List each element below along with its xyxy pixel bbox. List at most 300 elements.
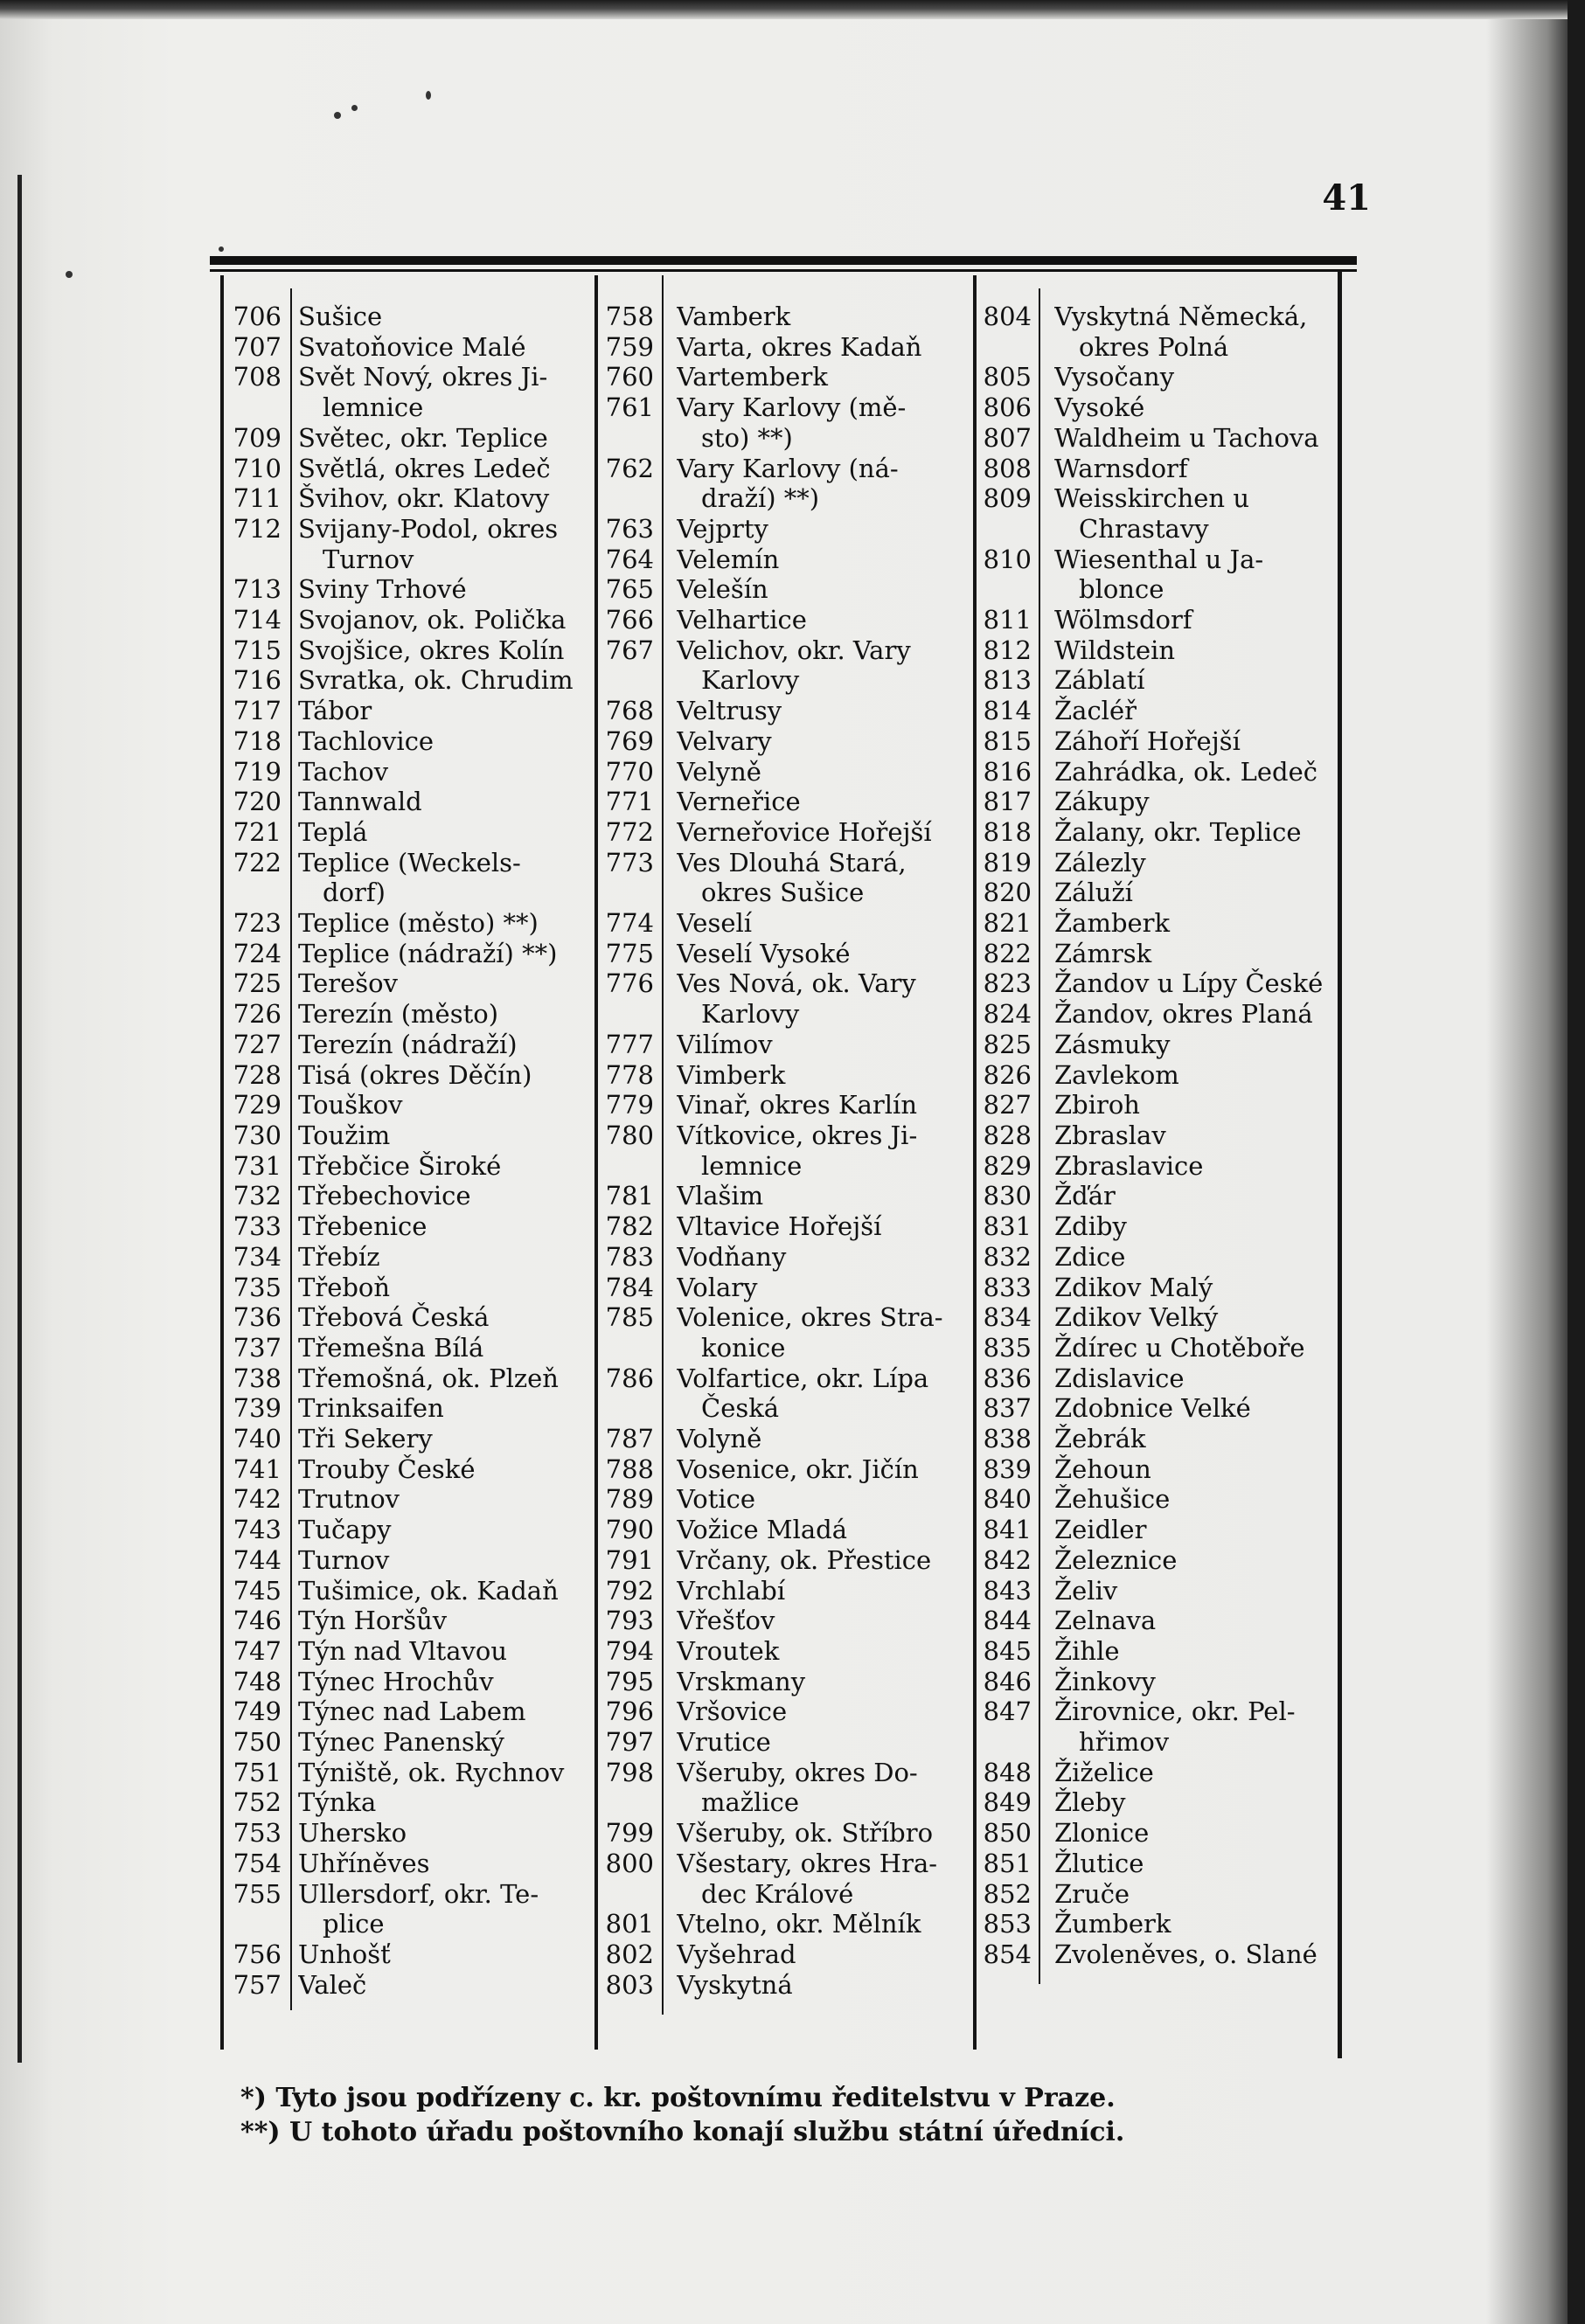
entry-name: Wiesenthal u Ja- [1054, 544, 1264, 574]
entry-name: Žalany, okr. Teplice [1054, 816, 1302, 847]
entry-name: Ždírec u Chotěboře [1054, 1332, 1305, 1363]
entry-number: 749 [233, 1696, 282, 1727]
entry-number: 834 [983, 1302, 1032, 1333]
entry-name: Zákupy [1054, 787, 1150, 817]
index-entry [962, 362, 1446, 392]
index-entry [584, 939, 994, 969]
entry-number: 764 [605, 544, 654, 574]
index-entry [962, 1696, 1446, 1727]
index-entry [962, 1727, 1446, 1758]
entry-number [962, 1727, 1032, 1758]
index-entry [584, 1576, 994, 1606]
entry-number: 837 [983, 1393, 1032, 1424]
entry-name: Žacléř [1054, 696, 1137, 726]
entry-name: dorf) [323, 878, 386, 908]
entry-name: Votice [677, 1484, 756, 1515]
entry-name: Volary [677, 1272, 758, 1302]
entry-name: Zdiby [1054, 1211, 1127, 1242]
entry-name: Vrčany, ok. Přestice [677, 1544, 932, 1575]
index-entry [962, 1576, 1446, 1606]
entry-name: Žehušice [1054, 1484, 1171, 1515]
entry-name: Záluží [1054, 878, 1133, 908]
column-3-list [962, 302, 1446, 1970]
entry-name: Želiv [1054, 1575, 1118, 1606]
entry-name: lemnice [323, 392, 424, 423]
index-entry [962, 1849, 1446, 1879]
index-entry [212, 848, 608, 878]
entry-name: Žirovnice, okr. Pel- [1054, 1696, 1296, 1727]
entry-name: Varta, okres Kadaň [677, 331, 922, 362]
index-entry [212, 1576, 608, 1606]
entry-name: Terezín (město) [298, 999, 499, 1030]
index-entry [962, 665, 1446, 696]
entry-number [584, 1151, 654, 1182]
index-entry [212, 999, 608, 1030]
binding-line [17, 175, 22, 2063]
index-entry [584, 1030, 994, 1060]
index-entry [584, 968, 994, 999]
entry-name: Wildstein [1054, 635, 1176, 665]
entry-name: Velvary [677, 725, 772, 756]
entry-number: 818 [983, 816, 1032, 847]
entry-name: Teplice (Weckels- [298, 847, 521, 878]
entry-number: 740 [233, 1424, 282, 1454]
entry-number: 775 [605, 938, 654, 968]
entry-name: Velichov, okr. Vary [677, 635, 911, 665]
entry-number [212, 392, 282, 423]
index-entry [962, 1090, 1446, 1120]
index-entry [212, 1696, 608, 1727]
entry-number: 793 [605, 1606, 654, 1636]
entry-number: 750 [233, 1727, 282, 1758]
entry-name: Zlonice [1054, 1818, 1150, 1849]
entry-number: 800 [605, 1848, 654, 1878]
entry-number [584, 1393, 654, 1424]
entry-number: 772 [605, 816, 654, 847]
entry-number: 820 [983, 878, 1032, 908]
entry-number: 753 [233, 1818, 282, 1849]
index-entry [584, 848, 994, 878]
entry-number: 708 [233, 362, 282, 392]
entry-number: 821 [983, 908, 1032, 939]
entry-number: 739 [233, 1393, 282, 1424]
entry-name: Vilímov [677, 1029, 773, 1059]
entry-name: Vroutek [677, 1635, 780, 1666]
entry-number: 779 [605, 1090, 654, 1120]
entry-name: hřimov [1079, 1727, 1170, 1758]
entry-name: Žumberk [1054, 1909, 1171, 1939]
index-entry [212, 514, 608, 545]
index-entry [212, 1273, 608, 1303]
index-entry [962, 1939, 1446, 1970]
entry-name: Vary Karlovy (mě- [677, 392, 907, 423]
index-entry [212, 1787, 608, 1818]
entry-number: 826 [983, 1059, 1032, 1090]
entry-number: 817 [983, 787, 1032, 817]
index-entry [962, 1030, 1446, 1060]
header-rule-thick [210, 256, 1357, 265]
entry-number: 762 [605, 453, 654, 483]
entry-name: Unhošť [298, 1939, 391, 1969]
entry-number: 796 [605, 1696, 654, 1727]
entry-name: Waldheim u Tachova [1054, 422, 1319, 453]
entry-number: 730 [233, 1120, 282, 1150]
entry-number: 735 [233, 1272, 282, 1302]
index-entry [962, 1060, 1446, 1091]
entry-number: 719 [233, 756, 282, 787]
entry-name: Svratka, ok. Chrudim [298, 665, 574, 696]
entry-name: Vítkovice, okres Ji- [677, 1120, 918, 1150]
entry-name: sto) **) [701, 422, 793, 453]
entry-name: plice [323, 1909, 385, 1939]
entry-number [584, 423, 654, 454]
entry-number: 754 [233, 1848, 282, 1878]
index-entry [212, 817, 608, 848]
entry-name: Verneřovice Hořejší [677, 816, 932, 847]
index-entry [212, 1454, 608, 1485]
entry-number: 786 [605, 1363, 654, 1393]
print-speck [426, 91, 431, 100]
entry-number: 741 [233, 1453, 282, 1484]
entry-name: Žlutice [1054, 1848, 1144, 1878]
entry-name: Vltavice Hořejší [677, 1211, 882, 1242]
index-entry [212, 1727, 608, 1758]
entry-name: Uhříněves [298, 1848, 430, 1878]
entry-number: 714 [233, 605, 282, 635]
entry-name: Veselí [677, 908, 753, 939]
entry-number: 803 [605, 1969, 654, 2000]
entry-name: Vysočany [1054, 362, 1175, 392]
entry-number: 761 [605, 392, 654, 423]
index-entry [584, 1454, 994, 1485]
index-entry [212, 1060, 608, 1091]
entry-number: 742 [233, 1484, 282, 1515]
entry-name: Vřešťov [677, 1606, 775, 1636]
page-number: 41 [1322, 177, 1371, 219]
entry-number: 711 [233, 483, 282, 514]
index-entry [962, 454, 1446, 484]
entry-number: 763 [605, 513, 654, 544]
entry-name: Svojšice, okres Kolín [298, 635, 565, 665]
entry-name: Všestary, okres Hra- [677, 1848, 938, 1878]
entry-number: 755 [233, 1878, 282, 1909]
entry-name: Svět Nový, okres Ji- [298, 362, 548, 392]
entry-name: Turnov [298, 1544, 390, 1575]
entry-name: Tachov [298, 756, 389, 787]
print-speck [66, 271, 73, 278]
entry-number: 731 [233, 1150, 282, 1181]
index-entry [212, 635, 608, 666]
entry-number: 836 [983, 1363, 1032, 1393]
entry-name: Ullersdorf, okr. Te- [298, 1878, 539, 1909]
index-entry [962, 1758, 1446, 1788]
entry-number: 790 [605, 1515, 654, 1545]
index-entry [212, 1515, 608, 1545]
header-rule-thin [210, 269, 1357, 272]
entry-name: Zásmuky [1054, 1029, 1171, 1059]
index-entry [584, 1545, 994, 1576]
entry-name: Zámrsk [1054, 938, 1152, 968]
index-entry [212, 545, 608, 575]
entry-name: Wölmsdorf [1054, 605, 1192, 635]
index-entry [962, 392, 1446, 423]
entry-name: Týnec nad Labem [298, 1696, 526, 1727]
entry-number: 811 [983, 605, 1032, 635]
entry-number: 756 [233, 1939, 282, 1969]
index-entry [212, 1363, 608, 1394]
entry-name: Zdobnice Velké [1054, 1393, 1251, 1424]
index-entry [962, 1181, 1446, 1211]
index-entry [584, 1970, 994, 2001]
entry-number: 757 [233, 1969, 282, 2000]
entry-name: Ves Nová, ok. Vary [677, 968, 916, 999]
entry-number: 720 [233, 787, 282, 817]
index-entry [584, 1849, 994, 1879]
entry-number: 747 [233, 1635, 282, 1666]
index-entry [962, 1636, 1446, 1667]
entry-name: Třebčice Široké [298, 1150, 502, 1181]
entry-name: Vrskmany [677, 1666, 806, 1696]
index-entry [584, 817, 994, 848]
index-entry [212, 1484, 608, 1515]
entry-number: 809 [983, 483, 1032, 514]
index-entry [962, 514, 1446, 545]
column-1-list [212, 302, 608, 2000]
index-entry [584, 1939, 994, 1970]
entry-number: 746 [233, 1606, 282, 1636]
entry-name: Žandov, okres Planá [1054, 999, 1313, 1030]
entry-number: 781 [605, 1181, 654, 1211]
entry-number: 829 [983, 1150, 1032, 1181]
entry-number: 802 [605, 1939, 654, 1969]
index-entry [962, 635, 1446, 666]
entry-name: Všeruby, ok. Stříbro [677, 1818, 934, 1849]
entry-name: Velyně [677, 756, 761, 787]
index-entry [212, 1120, 608, 1151]
index-entry [584, 1879, 994, 1910]
index-entry [962, 545, 1446, 575]
entry-number: 729 [233, 1090, 282, 1120]
index-entry [962, 848, 1446, 878]
index-entry [962, 332, 1446, 363]
entry-name: Vožice Mladá [677, 1515, 848, 1545]
entry-number: 744 [233, 1544, 282, 1575]
entry-name: Světec, okr. Teplice [298, 422, 548, 453]
entry-number [212, 878, 282, 908]
entry-number [584, 1879, 654, 1910]
index-entry [584, 362, 994, 392]
entry-name: Vosenice, okr. Jičín [677, 1453, 919, 1484]
entry-name: Karlovy [701, 999, 800, 1030]
entry-number: 758 [605, 302, 654, 331]
entry-name: Zdikov Malý [1054, 1272, 1213, 1302]
entry-name: Volfartice, okr. Lípa [677, 1363, 929, 1393]
entry-name: Tři Sekery [298, 1424, 433, 1454]
entry-name: Žamberk [1054, 908, 1171, 939]
entry-number: 807 [983, 422, 1032, 453]
entry-number: 738 [233, 1363, 282, 1393]
entry-number [584, 483, 654, 514]
index-entry [962, 696, 1446, 726]
entry-number: 842 [983, 1544, 1032, 1575]
entry-number: 844 [983, 1606, 1032, 1636]
entry-name: Veltrusy [677, 696, 782, 726]
entry-number: 814 [983, 696, 1032, 726]
entry-name: Veselí Vysoké [677, 938, 851, 968]
index-entry [212, 787, 608, 817]
entry-name: Týnec Hrochův [298, 1666, 494, 1696]
entry-number: 707 [233, 331, 282, 362]
entry-number: 835 [983, 1332, 1032, 1363]
entry-name: konice [701, 1332, 786, 1363]
entry-number: 843 [983, 1575, 1032, 1606]
entry-number: 767 [605, 635, 654, 665]
entry-name: Vrchlabí [677, 1575, 786, 1606]
entry-number: 808 [983, 453, 1032, 483]
entry-name: Vyskytná Německá, [1054, 302, 1308, 331]
index-entry [584, 1363, 994, 1394]
index-entry [212, 1090, 608, 1120]
entry-name: Karlovy [701, 665, 800, 696]
scan-top-edge [0, 0, 1585, 19]
index-entry [212, 878, 608, 908]
entry-number: 831 [983, 1211, 1032, 1242]
index-entry [212, 1849, 608, 1879]
index-entry [212, 1211, 608, 1242]
index-entry [962, 1879, 1446, 1910]
entry-name: Třeboň [298, 1272, 391, 1302]
entry-number: 780 [605, 1120, 654, 1150]
entry-number [584, 1787, 654, 1818]
entry-number: 849 [983, 1787, 1032, 1818]
entry-name: Zdislavice [1054, 1363, 1185, 1393]
entry-name: Teplice (nádraží) **) [298, 938, 558, 968]
entry-name: Zelnava [1054, 1606, 1157, 1636]
entry-number: 847 [983, 1696, 1032, 1727]
entry-name: Trouby České [298, 1453, 476, 1484]
index-entry [584, 302, 994, 332]
entry-number: 722 [233, 847, 282, 878]
index-entry [212, 483, 608, 514]
index-entry [212, 1030, 608, 1060]
index-entry [584, 1909, 994, 1939]
entry-number: 816 [983, 756, 1032, 787]
entry-name: Záblatí [1054, 665, 1145, 696]
entry-number: 815 [983, 725, 1032, 756]
index-entry [212, 1818, 608, 1849]
index-entry [962, 1363, 1446, 1394]
index-entry [584, 1242, 994, 1273]
entry-name: Volyně [677, 1424, 762, 1454]
entry-number: 717 [233, 696, 282, 726]
index-entry [584, 635, 994, 666]
entry-number [212, 1909, 282, 1939]
index-entry [584, 1090, 994, 1120]
entry-number: 715 [233, 635, 282, 665]
entry-name: Vartemberk [677, 362, 828, 392]
entry-number: 801 [605, 1909, 654, 1939]
index-entry [584, 999, 994, 1030]
entry-name: Žandov u Lípy České [1054, 968, 1324, 999]
index-entry [212, 1636, 608, 1667]
entry-name: Švihov, okr. Klatovy [298, 483, 550, 514]
entry-number: 784 [605, 1272, 654, 1302]
index-entry [584, 1211, 994, 1242]
entry-number: 752 [233, 1787, 282, 1818]
entry-name: Zálezly [1054, 847, 1146, 878]
entry-name: Warnsdorf [1054, 453, 1188, 483]
entry-number: 839 [983, 1453, 1032, 1484]
entry-number: 721 [233, 816, 282, 847]
entry-number: 832 [983, 1241, 1032, 1272]
entry-number: 748 [233, 1666, 282, 1696]
entry-number [584, 878, 654, 908]
entry-number: 723 [233, 908, 282, 939]
index-entry [584, 726, 994, 757]
index-entry [212, 1242, 608, 1273]
entry-number: 804 [983, 302, 1032, 331]
entry-number: 771 [605, 787, 654, 817]
entry-name: Vršovice [677, 1696, 788, 1727]
index-entry [962, 1484, 1446, 1515]
entry-number: 806 [983, 392, 1032, 423]
index-entry [962, 908, 1446, 939]
entry-number: 823 [983, 968, 1032, 999]
entry-name: Terezín (nádraží) [298, 1029, 518, 1059]
index-entry [584, 1727, 994, 1758]
entry-name: Vyskytná [677, 1969, 793, 2000]
index-entry [584, 392, 994, 423]
index-entry [212, 696, 608, 726]
index-entry [212, 968, 608, 999]
column-2-list [584, 302, 994, 2000]
entry-number [584, 999, 654, 1030]
index-entry [962, 302, 1446, 332]
entry-number: 830 [983, 1181, 1032, 1211]
entry-name: Žehoun [1054, 1453, 1151, 1484]
entry-number: 734 [233, 1241, 282, 1272]
entry-number: 840 [983, 1484, 1032, 1515]
index-entry [584, 1424, 994, 1454]
entry-number: 845 [983, 1635, 1032, 1666]
index-entry [962, 999, 1446, 1030]
entry-name: Svojanov, ok. Polička [298, 605, 567, 635]
entry-number: 760 [605, 362, 654, 392]
index-entry [962, 1273, 1446, 1303]
entry-name: Vodňany [677, 1241, 787, 1272]
index-entry [584, 1393, 994, 1424]
entry-name: Teplice (město) **) [298, 908, 539, 939]
footnote-2: **) U tohoto úřadu poštovního konají službu státní úředníci. [240, 2117, 1125, 2147]
entry-number [212, 545, 282, 575]
entry-name: Žleby [1054, 1787, 1126, 1818]
entry-number: 713 [233, 574, 282, 605]
entry-name: Weisskirchen u [1054, 483, 1250, 514]
entry-name: Železnice [1054, 1544, 1178, 1575]
index-entry [584, 908, 994, 939]
entry-number: 794 [605, 1635, 654, 1666]
entry-name: Třebechovice [298, 1181, 471, 1211]
entry-name: Žinkovy [1054, 1666, 1156, 1696]
index-entry [584, 423, 994, 454]
entry-name: Zvoleněves, o. Slané [1054, 1939, 1317, 1969]
index-entry [962, 1211, 1446, 1242]
index-entry [962, 1606, 1446, 1636]
entry-number: 751 [233, 1757, 282, 1787]
entry-number: 728 [233, 1059, 282, 1090]
index-entry [212, 362, 608, 392]
index-entry [584, 1060, 994, 1091]
